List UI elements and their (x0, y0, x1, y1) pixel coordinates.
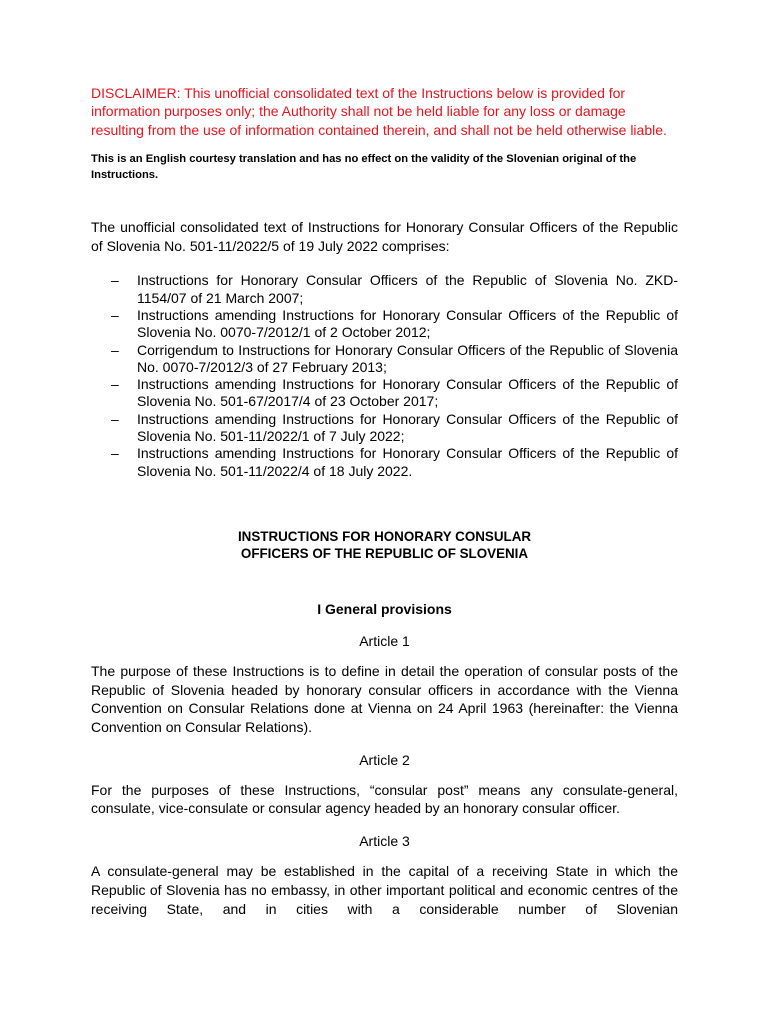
list-dash: – (111, 445, 119, 462)
list-item-text: Instructions amending Instructions for Honorary Consular Officers of the Republic of Slovenia No. 501-67/2017/4 of 23 October 2017; (137, 376, 678, 410)
list-item (91, 307, 678, 342)
article-heading: Article 1 (359, 632, 410, 649)
list-item (91, 445, 678, 480)
document-title (91, 528, 678, 562)
list-dash: – (111, 376, 119, 393)
list-item-text: Instructions for Honorary Consular Officers of the Republic of Slovenia No. ZKD-1154/07 of 21 March 2007; (137, 272, 678, 306)
list-dash: – (111, 341, 119, 358)
list-dash: – (111, 410, 119, 427)
list-item-text: Corrigendum to Instructions for Honorary Consular Officers of the Republic of Slovenia No. 0070-7/2012/3 of 27 February 2013; (137, 341, 678, 375)
list-item (91, 376, 678, 411)
section-heading: I General provisions (317, 600, 452, 617)
consolidated-text-intro: The unofficial consolidated text of Instructions for Honorary Consular Officers of the Republic of Slovenia No. 501-11/2022/5 of 19 July 2022 comprises: (91, 219, 678, 254)
list-item (91, 411, 678, 446)
list-item (91, 342, 678, 377)
courtesy-translation-note: This is an English courtesy translation and has no effect on the validity of the Slovenian original of the Instructions. (91, 153, 637, 182)
disclaimer-text: DISCLAIMER: This unofficial consolidated text of the Instructions below is provided for information purposes only; the Authority shall not be held liable for any loss or damage resulting from the use of information contained therein, and shall not be held otherwise liable. (91, 85, 667, 138)
article-heading: Article 2 (359, 751, 410, 768)
list-item-text: Instructions amending Instructions for Honorary Consular Officers of the Republic of Slovenia No. 501-11/2022/1 of 7 July 2022; (137, 410, 678, 445)
document-title-line: INSTRUCTIONS FOR HONORARY CONSULAR (237, 528, 532, 544)
article-body: A consulate-general may be established in the capital of a receiving State in which the Republic of Slovenia has no embassy, in other important political and economic centres of the receiving State, and in cities with a considerable number of Slovenian (91, 863, 678, 917)
article-heading: Article 3 (359, 833, 410, 850)
article-body: For the purposes of these Instructions, “consular post” means any consulate-general, consulate, vice-consulate or consular agency headed by an honorary consular officer. (91, 781, 678, 817)
document-page (91, 84, 678, 918)
list-dash: – (111, 272, 119, 289)
list-item-text: Instructions amending Instructions for Honorary Consular Officers of the Republic of Slovenia No. 501-11/2022/4 of 18 July 2022. (137, 445, 678, 479)
document-title-line: OFFICERS OF THE REPUBLIC OF SLOVENIA (240, 545, 529, 561)
list-item (91, 272, 678, 307)
list-dash: – (111, 307, 119, 323)
list-item-text: Instructions amending Instructions for Honorary Consular Officers of the Republic of Slovenia No. 0070-7/2012/1 of 2 October 2012; (137, 307, 678, 341)
amendments-list (91, 272, 678, 480)
article-body: The purpose of these Instructions is to define in detail the operation of consular posts of the Republic of Slovenia headed by honorary consular officers in accordance with the Vienna Convention on Consular Relations done at Vienna on 24 April 1963 (hereinafter: the Vienna Convention on Consular Relations). (91, 662, 678, 736)
